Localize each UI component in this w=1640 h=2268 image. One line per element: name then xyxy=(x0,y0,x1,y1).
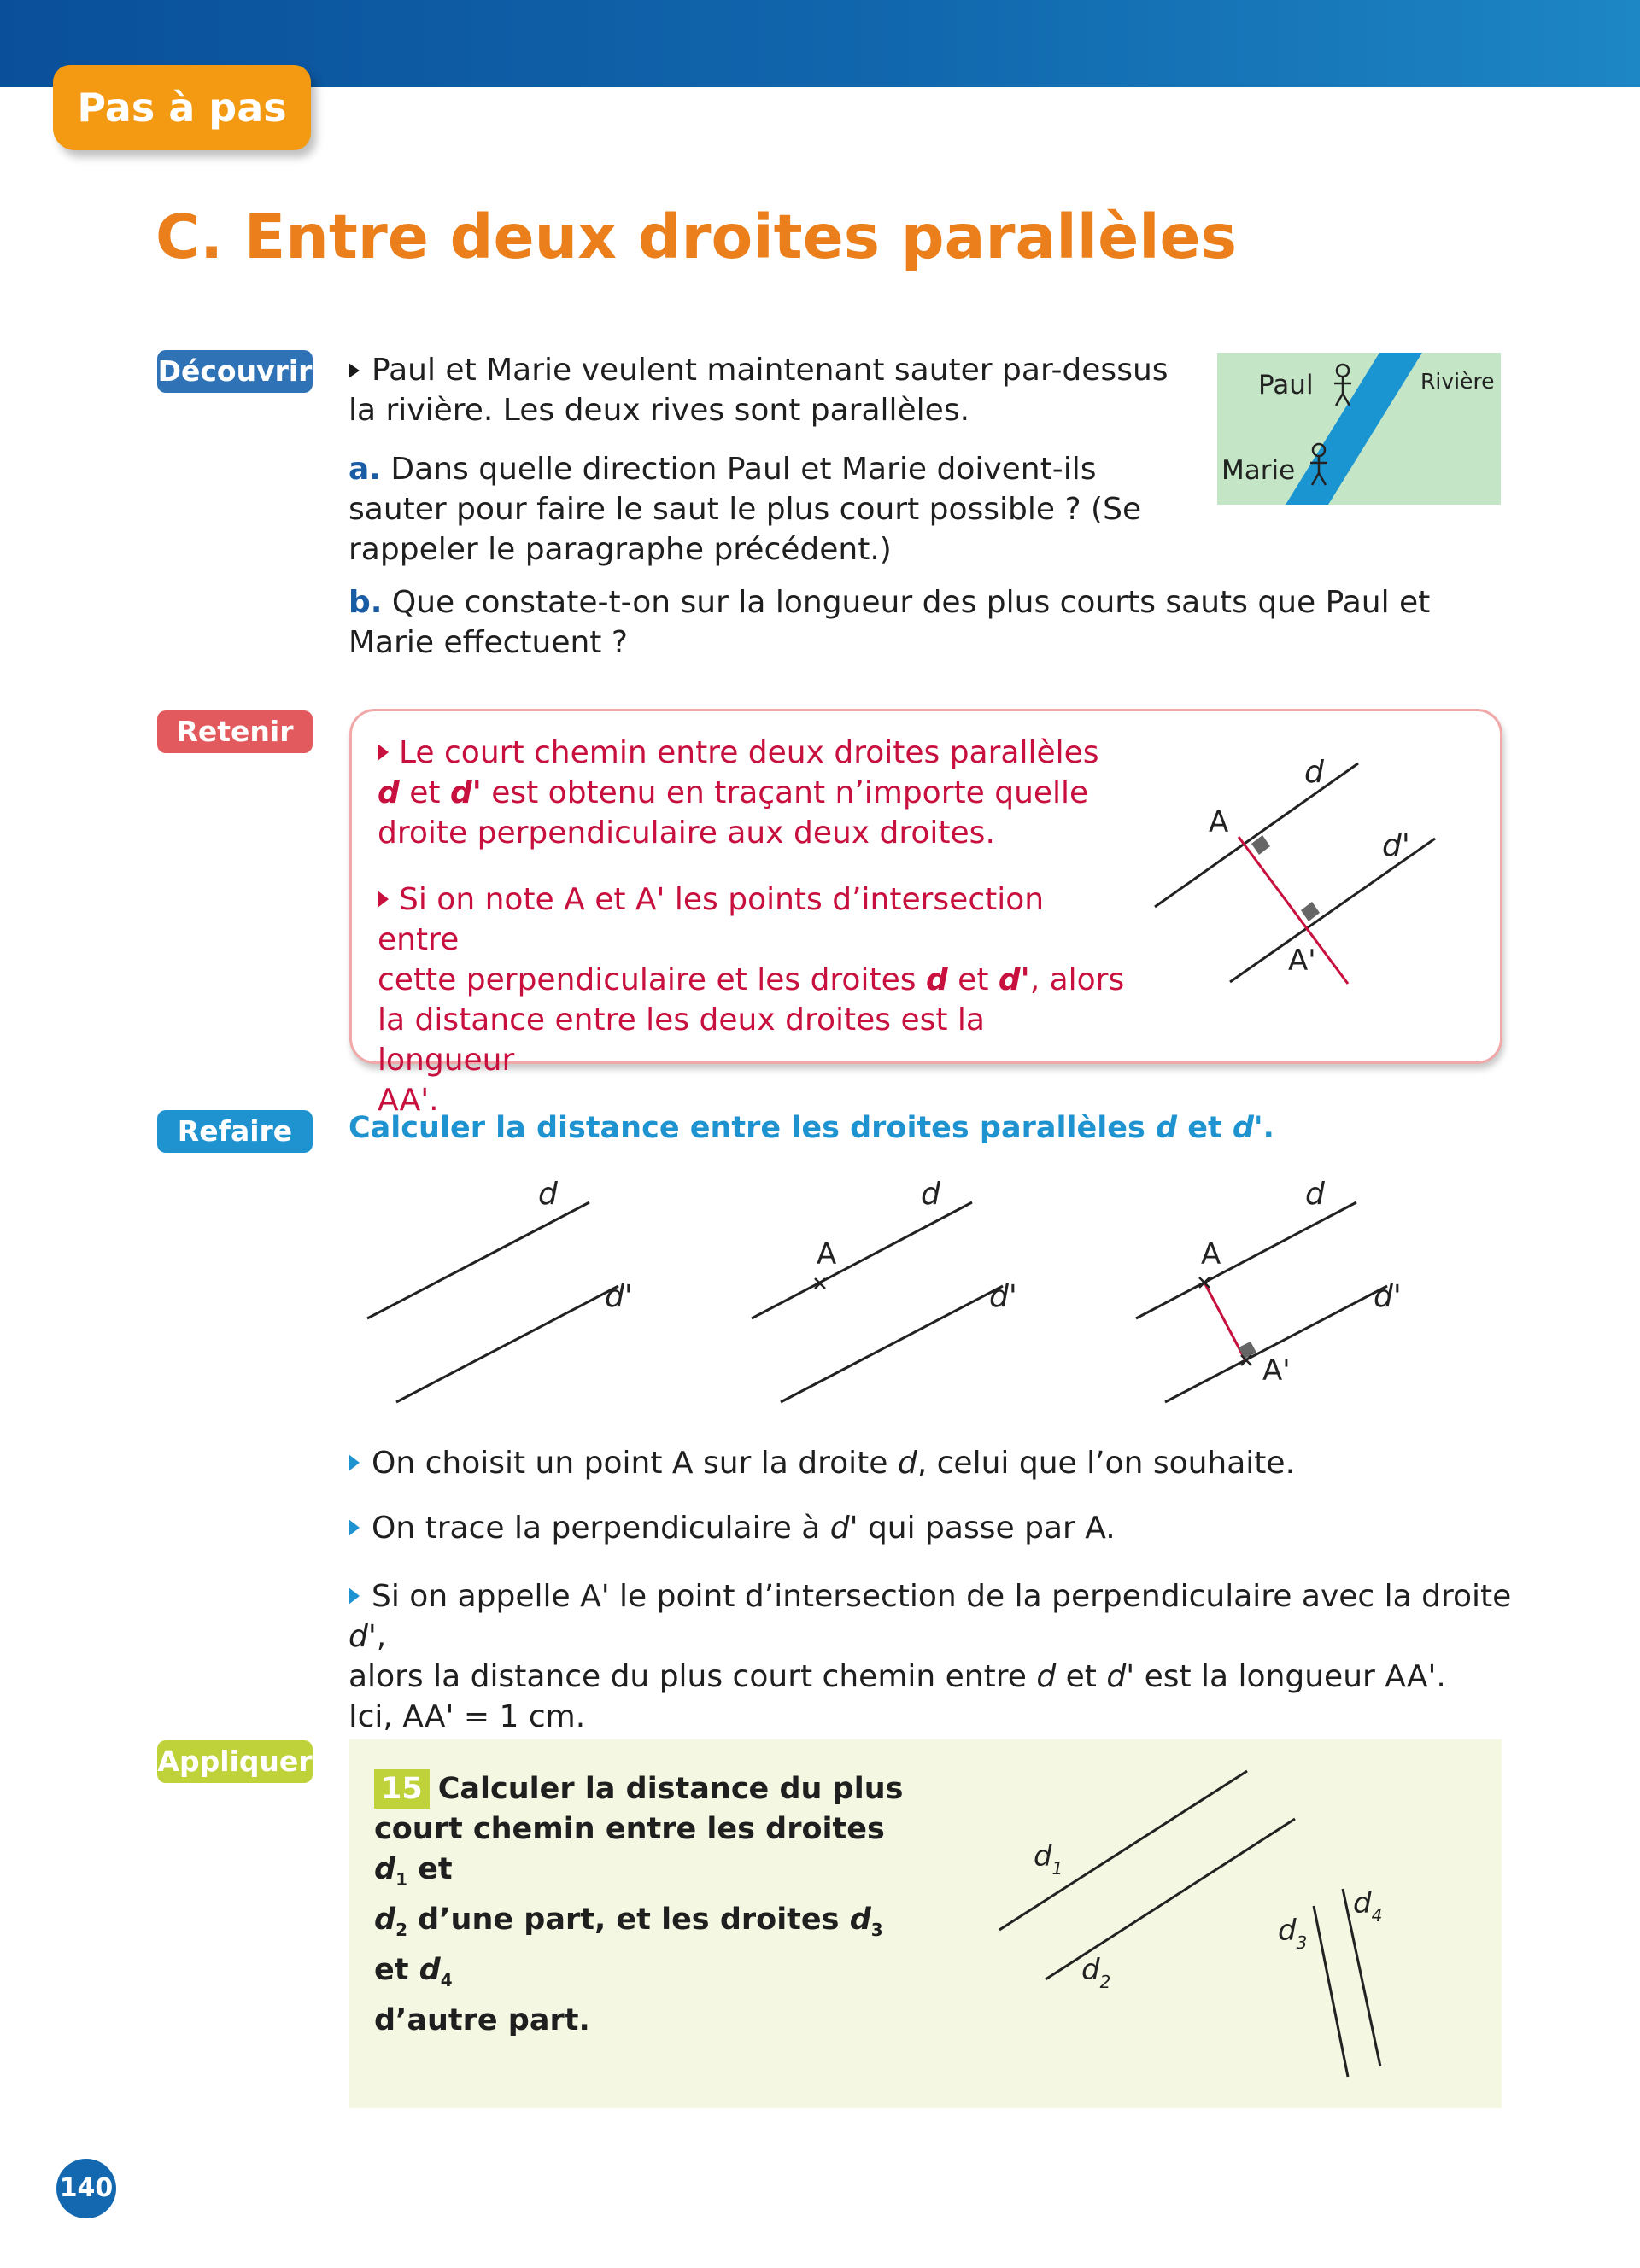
bullet-icon xyxy=(348,1587,360,1605)
refaire-figure-1 xyxy=(359,1178,666,1409)
label-d4: $d_4$ xyxy=(1353,1886,1383,1926)
river-figure xyxy=(1217,353,1501,505)
refaire-step-1: On choisit un point A sur la droite d, celui que l’on souhaite. xyxy=(348,1443,1493,1483)
refaire-instruction: Calculer la distance entre les droites parallèles d et d'. xyxy=(348,1111,1274,1145)
label-A-prime: A' xyxy=(1262,1353,1291,1388)
refaire-step-3: Si on appelle A' le point d’intersection de la perpendiculaire avec la droite d', alors la distance du plus court chemin entre d et d' est la longueur AA'. Ici, AA' = 1 cm. xyxy=(348,1579,1512,1734)
retenir-rule-1: Le court chemin entre deux droites parallèles d et d' est obtenu en traçant n’importe quelle droite perpendiculaire aux deux droites. xyxy=(378,735,1099,850)
exercise-15-statement: 15 Calculer la distance du plus court chemin entre les droites $d_1$ et $d_2$ d’une part, et les droites $d_3$ et $d_4$ d’autre part. xyxy=(374,1769,921,2041)
label-appliquer: Appliquer xyxy=(157,1740,313,1783)
line-d xyxy=(1136,1202,1356,1318)
label-A: A xyxy=(1209,805,1229,839)
line-d-prime xyxy=(781,1286,1003,1402)
decouvrir-question-b: b. Que constate-t-on sur la longueur des plus courts sauts que Paul et Marie effectuent ? xyxy=(348,585,1431,660)
bullet-icon xyxy=(378,891,389,908)
bullet-icon xyxy=(348,1519,360,1536)
bullet-icon xyxy=(348,1454,360,1471)
line-d xyxy=(752,1202,972,1318)
bullet-icon xyxy=(348,363,360,378)
label-riviere: Rivière xyxy=(1420,369,1495,394)
line-d-prime xyxy=(396,1286,618,1402)
label-d-prime: d' xyxy=(605,1279,633,1314)
label-d2: $d_2$ xyxy=(1081,1953,1111,1992)
label-d-prime: d' xyxy=(989,1279,1017,1314)
point-A-cross xyxy=(1199,1277,1210,1288)
label-A: A xyxy=(817,1237,837,1271)
page-title: C. Entre deux droites parallèles xyxy=(155,202,1237,272)
decouvrir-intro: Paul et Marie veulent maintenant sauter par-dessus la rivière. Les deux rives sont parallèles. xyxy=(348,353,1168,428)
bullet-icon xyxy=(378,744,389,761)
label-paul: Paul xyxy=(1258,370,1314,400)
page-number: 140 xyxy=(56,2159,116,2218)
retenir-figure xyxy=(1145,751,1452,999)
label-d-prime: d' xyxy=(1382,828,1410,863)
label-decouvrir: Découvrir xyxy=(157,350,313,393)
retenir-rule-2: Si on note A et A' les points d’intersection entre cette perpendiculaire et les droites d et d', alors la distance entre les deux droites est la longueur AA'. xyxy=(378,882,1125,1118)
label-d3: $d_3$ xyxy=(1278,1914,1308,1953)
refaire-figure-3 xyxy=(1126,1178,1433,1409)
decouvrir-question-a: a. Dans quelle direction Paul et Marie doivent-ils sauter pour faire le saut le plus court possible ? (Se rappeler le paragraphe précédent.) xyxy=(348,452,1142,567)
line-d3 xyxy=(1314,1906,1348,2077)
label-d: d xyxy=(1304,755,1324,790)
label-d1: $d_1$ xyxy=(1034,1839,1063,1879)
appliquer-figure xyxy=(991,1759,1435,2092)
label-d: d xyxy=(921,1177,940,1212)
right-angle-mark xyxy=(1301,902,1320,921)
line-d xyxy=(1155,763,1358,907)
label-d-prime: d' xyxy=(1374,1279,1402,1314)
label-d: d xyxy=(1305,1177,1325,1212)
section-tag: Pas à pas xyxy=(53,65,311,150)
label-A-prime: A' xyxy=(1288,944,1316,978)
line-d xyxy=(367,1202,589,1318)
refaire-step-2: On trace la perpendiculaire à d' qui passe par A. xyxy=(348,1508,1493,1548)
refaire-figure-2 xyxy=(741,1178,1049,1409)
label-marie: Marie xyxy=(1221,455,1296,486)
label-d: d xyxy=(538,1177,558,1212)
exercise-number: 15 xyxy=(374,1769,430,1809)
label-A: A xyxy=(1201,1237,1221,1271)
label-retenir: Retenir xyxy=(157,710,313,753)
label-refaire: Refaire xyxy=(157,1110,313,1153)
